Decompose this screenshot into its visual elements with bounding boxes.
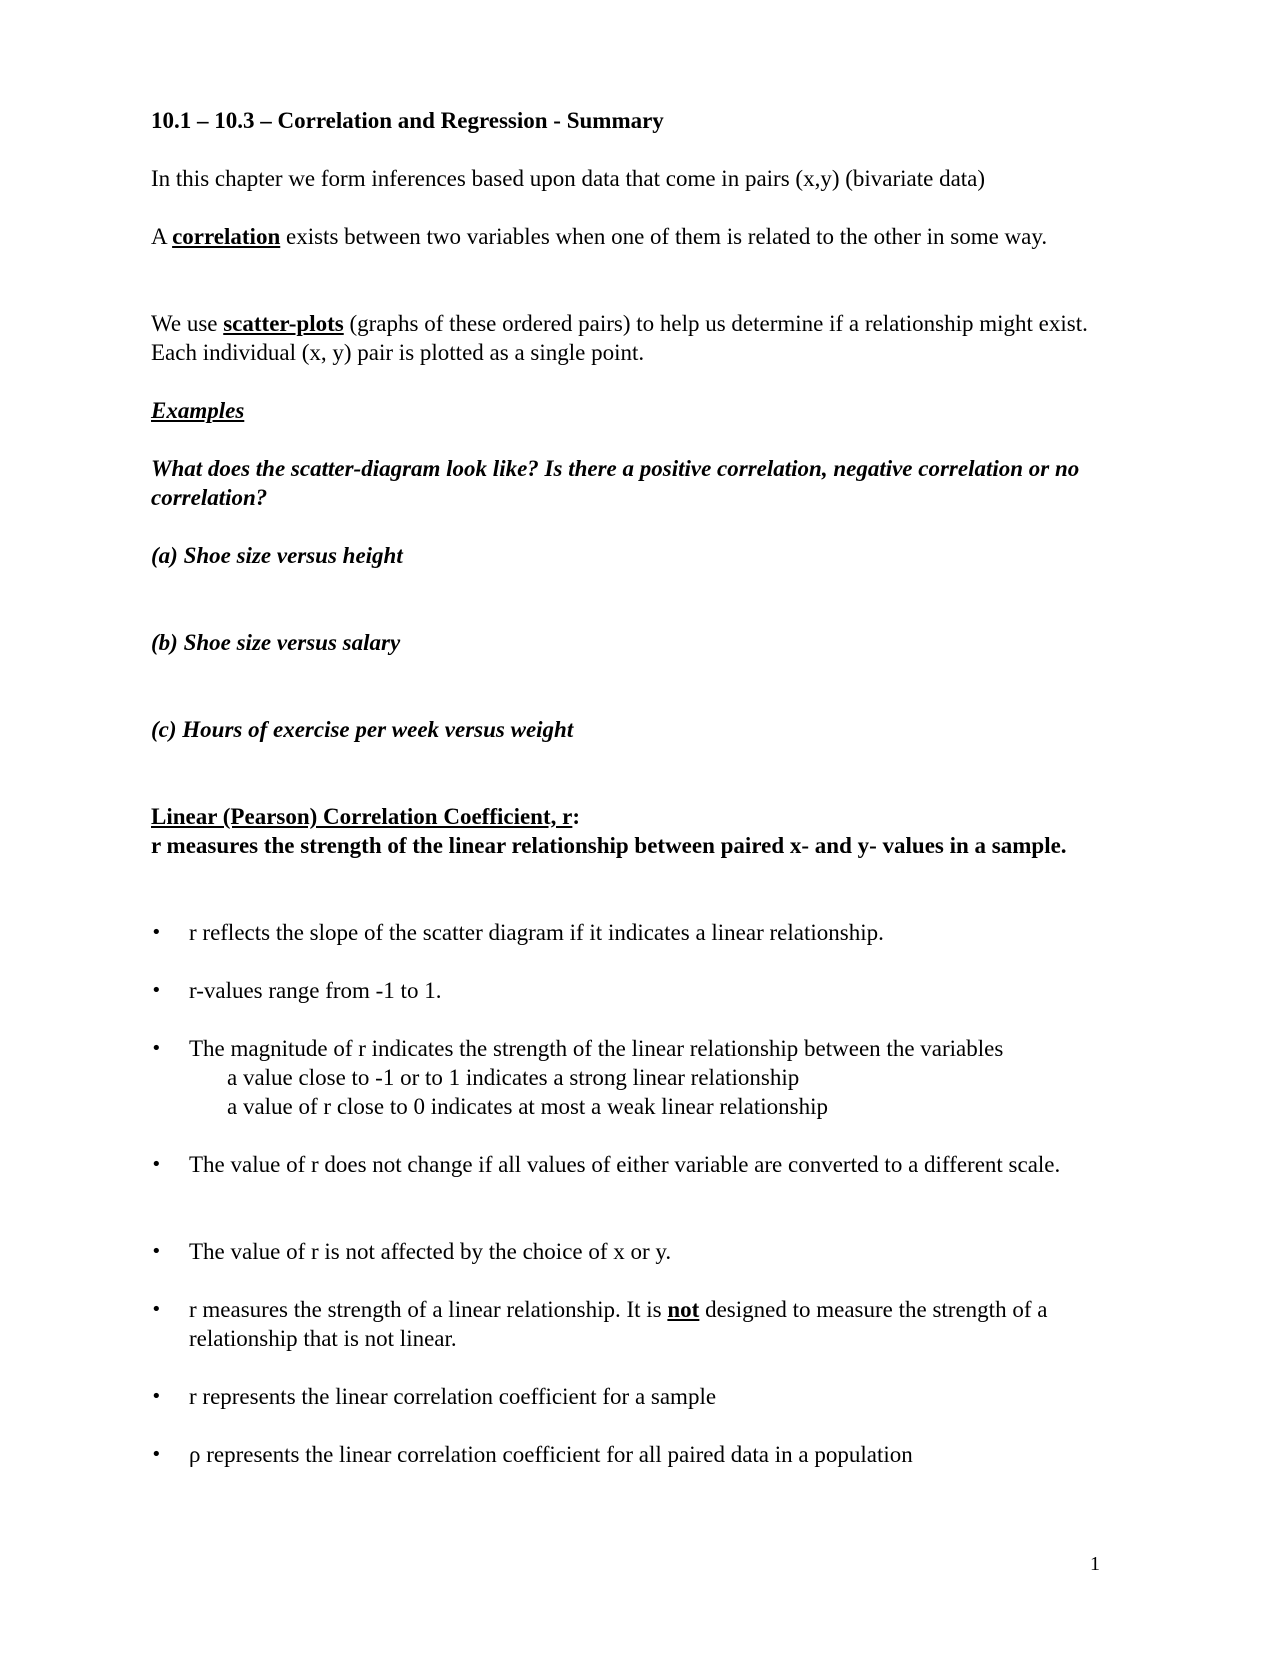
not-linear-post: designed to measure the strength of a relationship that is not linear. (189, 1297, 1048, 1351)
bullet-text: The magnitude of r indicates the strength of the linear relationship between the variables (189, 1036, 1004, 1061)
bullet-marker: • (151, 1299, 162, 1320)
pearson-heading-text: Linear (Pearson) Correlation Coefficient, r (151, 804, 573, 829)
bullet-marker: • (151, 1038, 162, 1059)
bullet-subline: a value of r close to 0 indicates at most a weak linear relationship (227, 1094, 828, 1119)
bullet-marker: • (151, 1241, 162, 1262)
bullet-text: r reflects the slope of the scatter diagram if it indicates a linear relationship. (189, 920, 884, 945)
bullet-text: r-values range from -1 to 1. (189, 978, 442, 1003)
page-number: 1 (1090, 1553, 1100, 1575)
bullet-text: The value of r does not change if all values of either variable are converted to a different scale. (189, 1152, 1061, 1177)
bullet-text: ρ represents the linear correlation coefficient for all paired data in a population (189, 1442, 913, 1467)
pearson-heading (151, 802, 1091, 831)
not-emphasis: not (667, 1297, 700, 1322)
bullet-text: r represents the linear correlation coefficient for a sample (189, 1384, 717, 1409)
scatter-pre: We use (151, 311, 224, 336)
bullet-marker: • (151, 1154, 162, 1175)
example-a: (a) Shoe size versus height (151, 543, 403, 568)
scatter-plot-definition (151, 309, 1091, 367)
bullet-marker: • (151, 1444, 162, 1465)
bullet-marker: • (151, 922, 162, 943)
intro-paragraph: In this chapter we form inferences based upon data that come in pairs (x,y) (bivariate data) (151, 166, 986, 191)
pearson-heading-colon: : (572, 804, 581, 829)
scatter-term: scatter-plots (223, 311, 344, 336)
correlation-post: exists between two variables when one of them is related to the other in some way. (280, 224, 1048, 249)
scatter-post: (graphs of these ordered pairs) to help us determine if a relationship might exist. Each individual (x, y) pair is plotted as a single point. (151, 311, 1088, 365)
example-b: (b) Shoe size versus salary (151, 630, 401, 655)
example-c: (c) Hours of exercise per week versus weight (151, 717, 574, 742)
correlation-term: correlation (172, 224, 281, 249)
pearson-definition: r measures the strength of the linear relationship between paired x- and y- values in a sample. (151, 833, 1067, 858)
examples-question: What does the scatter-diagram look like? Is there a positive correlation, negative correlation or no correlation? (151, 456, 1080, 510)
bullet-marker: • (151, 980, 162, 1001)
correlation-definition (151, 222, 1091, 251)
correlation-pre: A (151, 224, 173, 249)
bullet-text-not-linear (189, 1295, 1089, 1353)
examples-heading: Examples (151, 398, 245, 423)
page-title: 10.1 – 10.3 – Correlation and Regression - Summary (151, 108, 664, 133)
bullet-text: The value of r is not affected by the choice of x or y. (189, 1239, 672, 1264)
bullet-marker: • (151, 1386, 162, 1407)
bullet-subline: a value close to -1 or to 1 indicates a strong linear relationship (227, 1065, 800, 1090)
not-linear-pre: r measures the strength of a linear relationship. It is (189, 1297, 668, 1322)
